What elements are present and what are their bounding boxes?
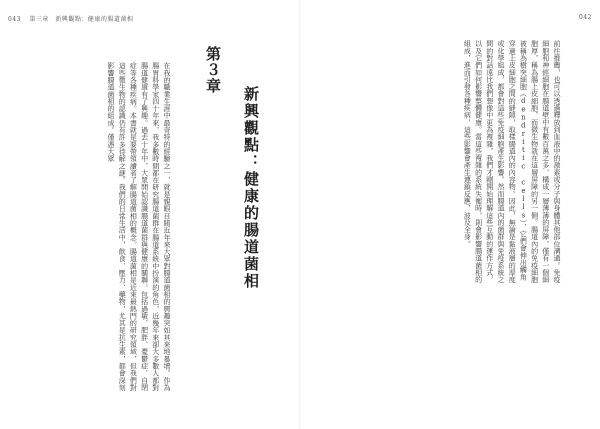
- chapter-title: 新興觀點：健康的腸道菌相: [242, 86, 260, 290]
- running-head-right: [579, 14, 592, 21]
- running-head-title: 第三章 新興觀點：健康的腸道菌相: [29, 16, 134, 23]
- right-body-text: 前往推薦，也可以透過釋放到血液中的激素或分子與身體其他部位溝通。免疫細胞和神經細胞在腸道壁中有數百萬之多，構成一層薄薄的屏障，僅有一個細胞厚，稱為腸上皮細胞，而微生物就在這層屏障的另一側。腸道內的免疫細胞被稱為樹突細胞（dendritic cells），它們會伸出觸角穿過上皮細胞之間的縫隙，取樣腸道內的內容物。因此，無論是黏液層的厚度或化學組成，都會對這些免疫細胞產生影響。然而腸道內的菌群與免疫系統之間的對話遠比我們想像中更為複雜，我們才剛開始理解這些互動的運作方式，以及它們如何影響整體健康。當這些複雜的系統失衡時，則會影響腸道菌相的組成，進而引發各種疾病，這些影響會產生連鎖反應，波及全身。: [463, 40, 561, 284]
- running-head-left: [8, 14, 133, 23]
- chapter-heading: [198, 46, 268, 406]
- page-number-right: 042: [579, 14, 592, 21]
- left-body-text: 在我的職業生涯中最奇特的經驗之一，就是親眼目睹近年來大眾對腸道菌相的興趣突如其來地暴增。作為腸胃科學家四十年來，我多數時間都在研究腸道菌群在腸道系統中扮演的角色，近幾年來卻大多數人都對腸道健康有了興趣。過去十年中，大眾開始認識腸道菌群與健康的關聯，包括過敏、肥胖、憂鬱症、自閉症等各種疾病。本書就是要帶領讀者了解腸道菌相的概念。腸道菌相是近來最熱門的研究領域，但我們對這些微生物的認識仍有許多待解之謎。我們的日常生活中，飲食、壓力、藥物，尤其是抗生素，都會深刻影響腸道菌相的組成。僅憑大眾: [106, 62, 171, 391]
- right-page: [300, 0, 600, 429]
- chapter-label: 第３章: [204, 46, 222, 94]
- page-number-left: 043: [8, 16, 21, 23]
